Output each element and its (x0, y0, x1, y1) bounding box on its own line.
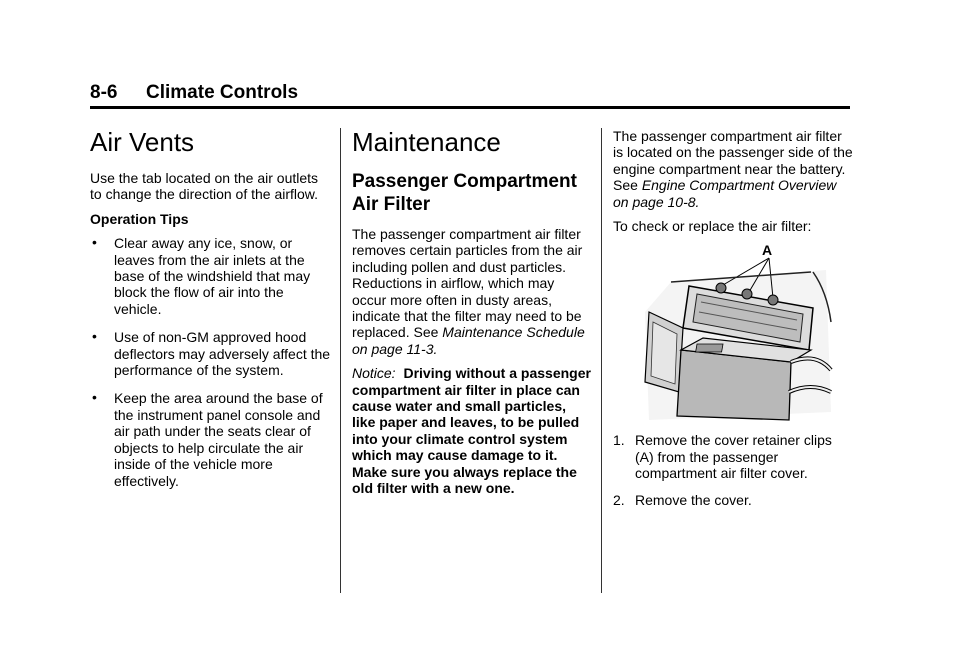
step-number: 2. (613, 491, 625, 508)
column-filter-location (613, 128, 853, 518)
operation-tips-heading: Operation Tips (90, 210, 189, 227)
column-air-vents (90, 128, 332, 501)
operation-tips-list (90, 235, 332, 489)
air-filter-text: The passenger compartment air filter removes certain particles from the air including pollen and dust particles. Reductions in airflow, which may occur more often in dusty areas, indicate that the filter may need to be replaced. See (352, 226, 583, 341)
bullet-icon: • (92, 328, 97, 345)
air-filter-figure (631, 242, 841, 422)
column-divider-2 (601, 128, 602, 593)
header-rule (90, 106, 850, 109)
list-item (613, 492, 853, 508)
air-vents-heading: Air Vents (90, 127, 195, 157)
figure-callout-label: A (762, 242, 773, 259)
notice-block (352, 365, 592, 496)
air-filter-heading: Passenger Compartment Air Filter (352, 171, 577, 215)
bullet-icon: • (92, 389, 97, 406)
column-maintenance (352, 128, 592, 505)
maintenance-schedule-link[interactable]: Maintenance Schedule on page 11-3. (352, 324, 585, 357)
notice-text: Driving without a passenger compartment air filter in place can cause water and small particles, like paper and leaves, to be pulled into your climate control system which may cause damage to it. Make sure you always replace the old filter with a new one. (352, 365, 591, 497)
page-header (90, 82, 850, 108)
filter-location-text: The passenger compartment air filter is located on the passenger side of the engine compartment near the battery. See (613, 128, 853, 194)
engine-compartment-link[interactable]: Engine Compartment Overview on page 10-8. (613, 177, 837, 210)
bullet-text: Clear away any ice, snow, or leaves from the air inlets at the base of the windshield that may block the flow of air into the vehicle. (114, 235, 311, 317)
column-divider-1 (340, 128, 341, 593)
bullet-text: Keep the area around the base of the instrument panel console and air path under the seats clear of objects to help circulate the air inside of the vehicle more effectively. (114, 390, 323, 489)
step-text: Remove the cover retainer clips (A) from the passenger compartment air filter cover. (635, 432, 832, 482)
notice-label: Notice: (352, 365, 396, 382)
maintenance-heading: Maintenance (352, 127, 501, 157)
page-number: 8-6 (90, 82, 118, 103)
bullet-text: Use of non-GM approved hood deflectors may adversely affect the performance of the system. (114, 329, 331, 379)
list-item (90, 329, 332, 378)
list-item (90, 390, 332, 488)
air-filter-illustration (631, 242, 841, 422)
air-vents-intro: Use the tab located on the air outlets to change the direction of the airflow. (90, 170, 319, 203)
step-text: Remove the cover. (635, 491, 752, 508)
bullet-icon: • (92, 234, 97, 251)
step-number: 1. (613, 432, 625, 449)
section-title: Climate Controls (146, 82, 299, 103)
air-filter-paragraph (352, 226, 592, 357)
filter-location-paragraph (613, 128, 853, 210)
list-item (90, 235, 332, 317)
list-item (613, 432, 853, 481)
check-filter-text: To check or replace the air filter: (613, 218, 812, 235)
steps-list (613, 432, 853, 508)
